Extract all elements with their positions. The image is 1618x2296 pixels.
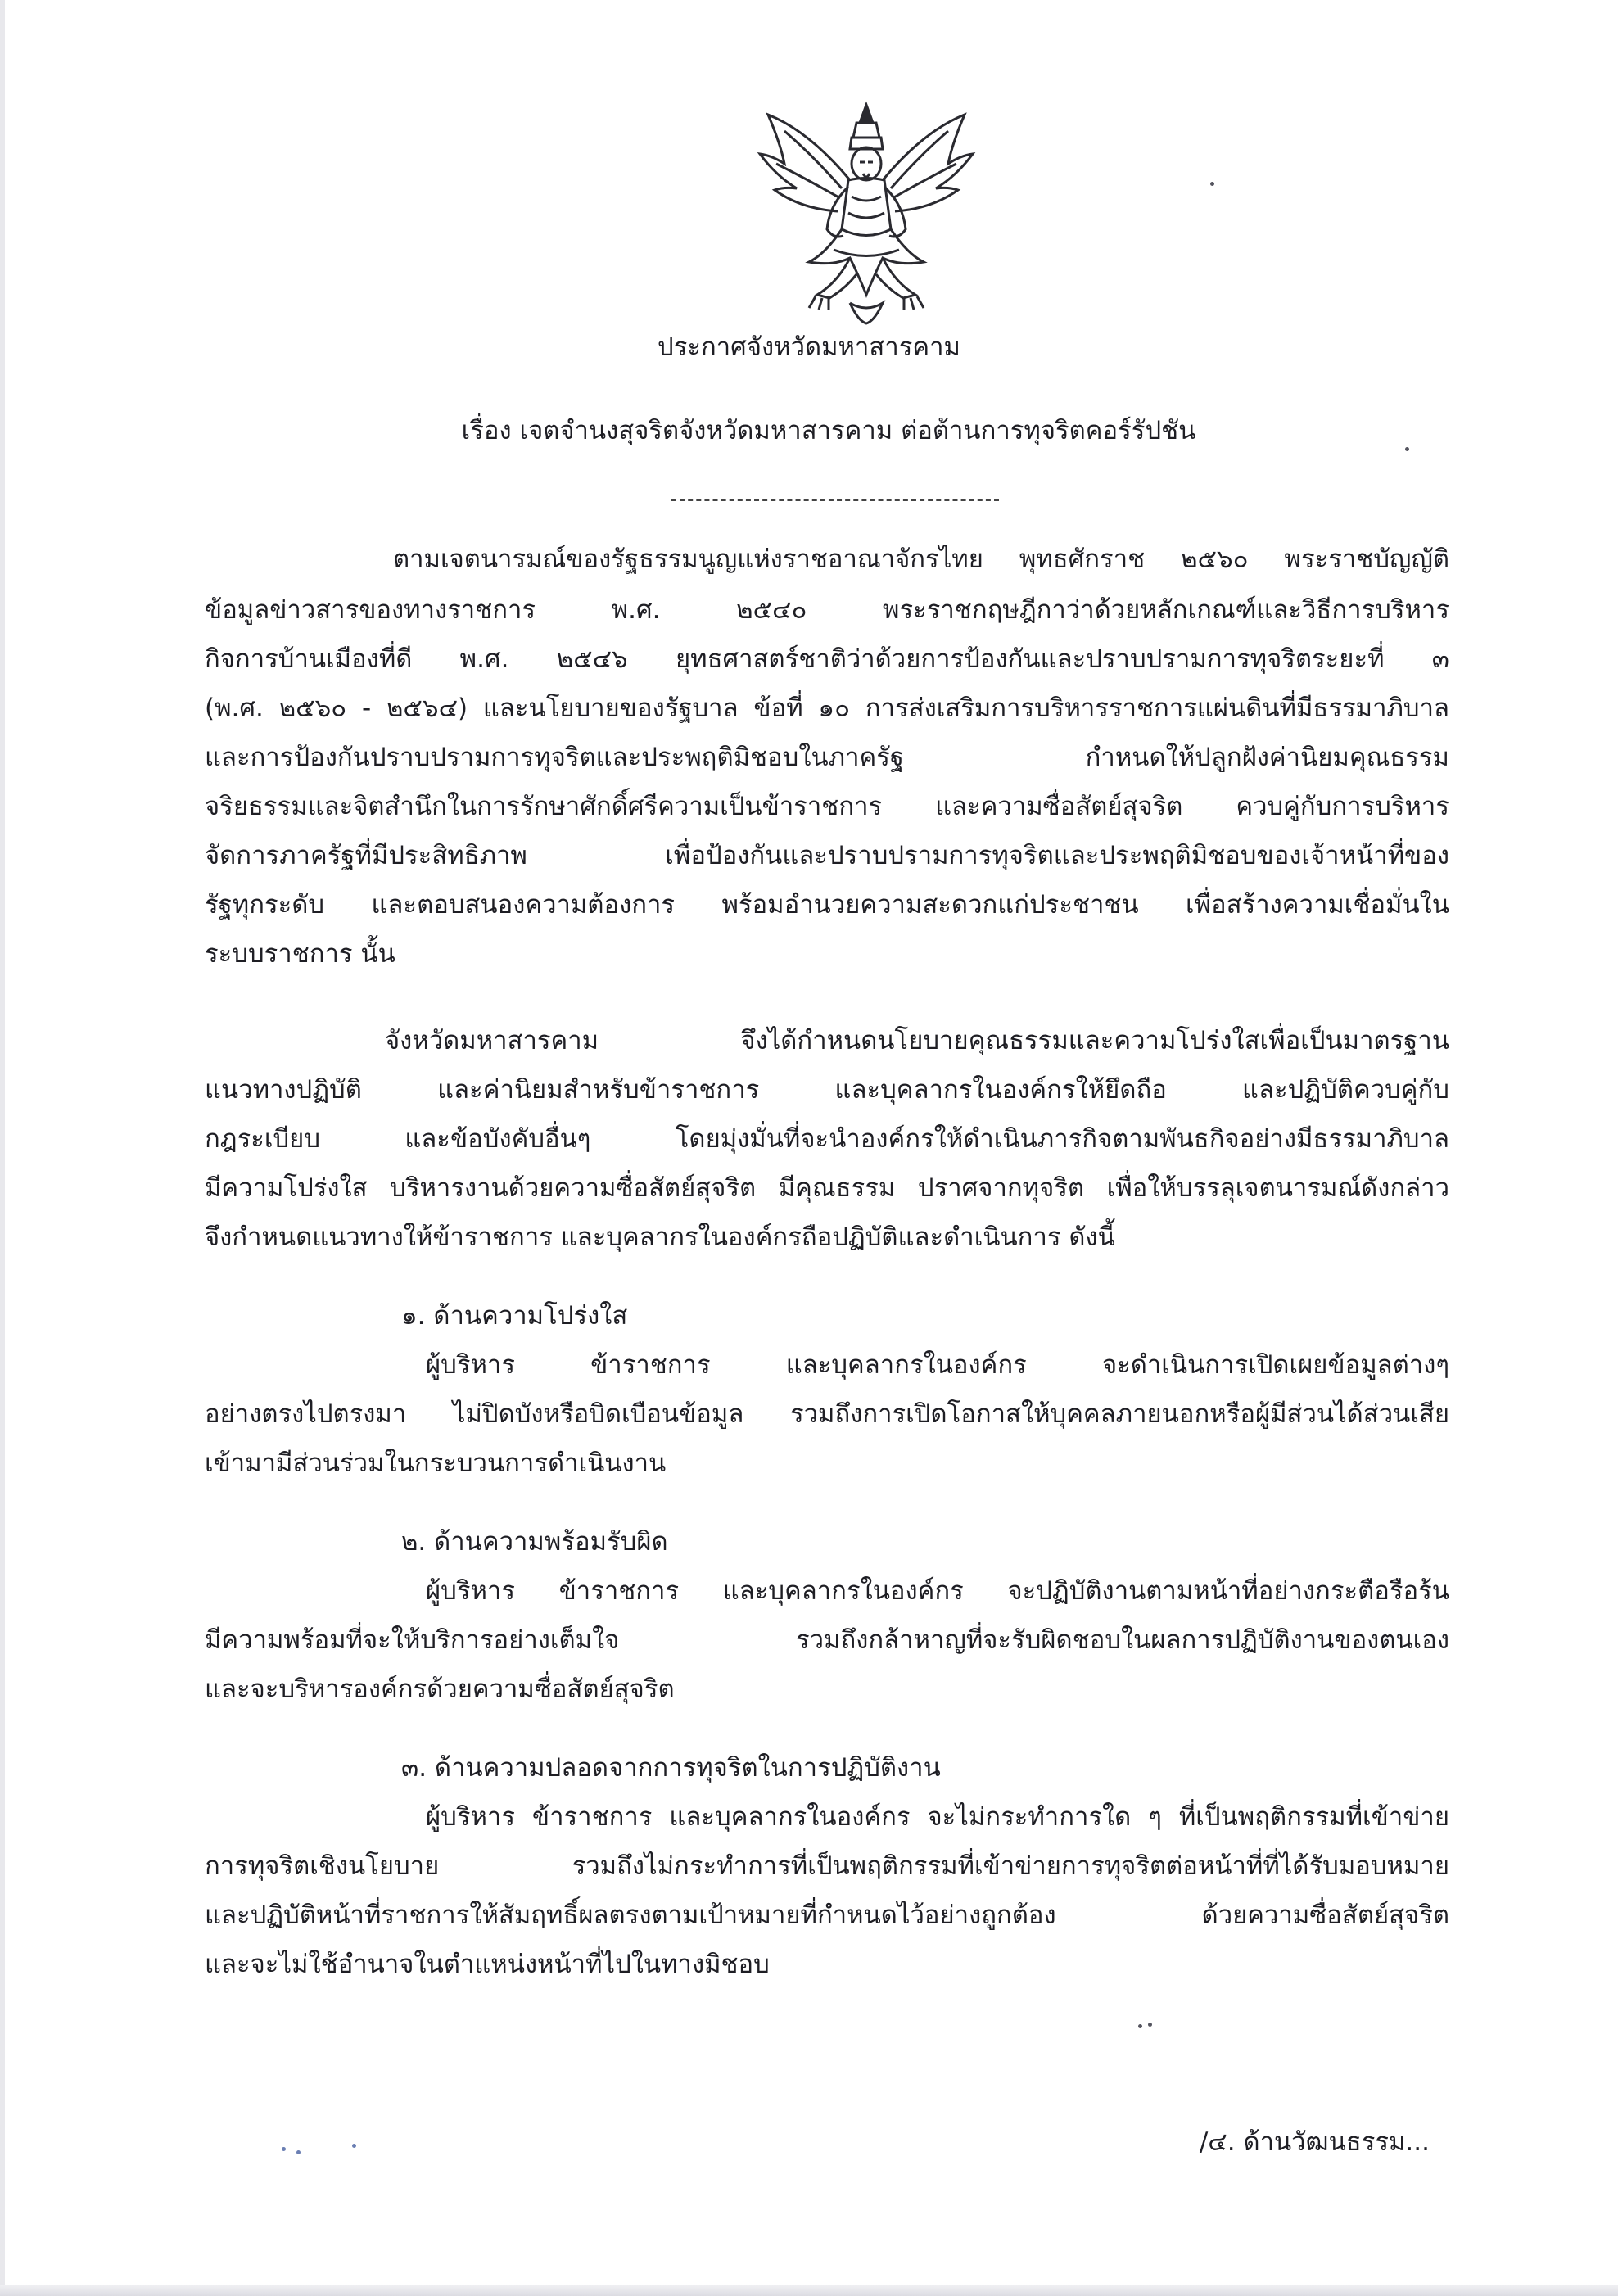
section-3-line-3: และปฏิบัติหน้าที่ราชการให้สัมฤทธิ์ผลตรงตามเป้าหมายที่กำหนดไว้อย่างถูกต้อง ด้วยความซื่อสัตย์สุจริต [205,1901,1449,1930]
p1-line-9: ระบบราชการ นั้น [205,939,395,969]
p2-line-4: มีความโปร่งใส บริหารงานด้วยความซื่อสัตย์สุจริต มีคุณธรรม ปราศจากทุจริต เพื่อให้บรรลุเจตนารมณ์ดังกล่าว [205,1173,1449,1203]
section-3-line-1: ผู้บริหาร ข้าราชการ และบุคลากรในองค์กร จะไม่กระทำการใด ๆ ที่เป็นพฤติกรรมที่เข้าข่าย [426,1802,1449,1832]
continuation-note: /๔. ด้านวัฒนธรรม... [1199,2127,1430,2157]
scan-speck [296,2150,301,2154]
p2-line-5: จึงกำหนดแนวทางให้ข้าราชการ และบุคลากรในองค์กรถือปฏิบัติและดำเนินการ ดังนี้ [205,1223,1115,1252]
scan-speck [352,2144,356,2148]
scan-speck [1405,447,1409,451]
scan-speck [1138,2024,1142,2028]
p1-line-2: ข้อมูลข่าวสารของทางราชการ พ.ศ. ๒๕๔๐ พระราชกฤษฎีกาว่าด้วยหลักเกณฑ์และวิธีการบริหาร [205,595,1449,625]
p1-line-1: ตามเจตนารมณ์ของรัฐธรรมนูญแห่งราชอาณาจักรไทย พุทธศักราช ๒๕๖๐ พระราชบัญญัติ [393,545,1449,574]
scan-speck [1210,182,1214,186]
p2-line-1: จังหวัดมหาสารคาม จึงได้กำหนดนโยบายคุณธรรมและความโปร่งใสเพื่อเป็นมาตรฐาน [385,1026,1449,1055]
section-2-line-2: มีความพร้อมที่จะให้บริการอย่างเต็มใจ รวมถึงกล้าหาญที่จะรับผิดชอบในผลการปฏิบัติงานของตนเอง [205,1625,1449,1655]
p2-line-2: แนวทางปฏิบัติ และค่านิยมสำหรับข้าราชการ และบุคลากรในองค์กรให้ยึดถือ และปฏิบัติควบคู่กับ [205,1075,1449,1105]
section-3-line-4: และจะไม่ใช้อำนาจในตำแหน่งหน้าที่ไปในทางมิชอบ [205,1950,770,1979]
document-subject: เรื่อง เจตจำนงสุจริตจังหวัดมหาสารคาม ต่อต้านการทุจริตคอร์รัปชัน [461,416,1196,445]
p1-line-3: กิจการบ้านเมืองที่ดี พ.ศ. ๒๕๔๖ ยุทธศาสตร์ชาติว่าด้วยการป้องกันและปราบปรามการทุจริตระยะที่ ๓ [205,644,1449,674]
section-3-line-2: การทุจริตเชิงนโยบาย รวมถึงไม่กระทำการที่เป็นพฤติกรรมที่เข้าข่ายการทุจริตต่อหน้าที่ที่ได้รับมอบหมาย [205,1851,1449,1881]
p2-line-3: กฎระเบียบ และข้อบังคับอื่นๆ โดยมุ่งมั่นที่จะนำองค์กรให้ดำเนินภารกิจตามพันธกิจอย่างมีธรรมาภิบาล [205,1124,1449,1154]
scan-speck [1148,2023,1152,2027]
p1-line-5: และการป้องกันปราบปรามการทุจริตและประพฤติมิชอบในภาครัฐ กำหนดให้ปลูกฝังค่านิยมคุณธรรม [205,743,1449,772]
p1-line-6: จริยธรรมและจิตสำนึกในการรักษาศักดิ์ศรีความเป็นข้าราชการ และความซื่อสัตย์สุจริต ควบคู่กับการบริหาร [205,792,1449,821]
title-divider [671,499,999,501]
section-1-heading: ๑. ด้านความโปร่งใส [401,1301,628,1331]
document-title: ประกาศจังหวัดมหาสารคาม [658,332,960,362]
section-1-line-3: เข้ามามีส่วนร่วมในกระบวนการดำเนินงาน [205,1449,667,1478]
section-3-heading: ๓. ด้านความปลอดจากการทุจริตในการปฏิบัติงาน [401,1753,941,1783]
section-2-line-3: และจะบริหารองค์กรด้วยความซื่อสัตย์สุจริต [205,1675,675,1704]
scan-speck [282,2147,286,2151]
garuda-emblem-icon [752,98,981,328]
section-1-line-2: อย่างตรงไปตรงมา ไม่ปิดบังหรือบิดเบือนข้อมูล รวมถึงการเปิดโอกาสให้บุคคลภายนอกหรือผู้มีส่วนได้ส่วนเสีย [205,1399,1449,1429]
section-2-line-1: ผู้บริหาร ข้าราชการ และบุคลากรในองค์กร จะปฏิบัติงานตามหน้าที่อย่างกระตือรือร้น [426,1576,1449,1606]
section-1-line-1: ผู้บริหาร ข้าราชการ และบุคลากรในองค์กร จะดำเนินการเปิดเผยข้อมูลต่างๆ [426,1350,1449,1380]
p1-line-4: (พ.ศ. ๒๕๖๐ - ๒๕๖๔) และนโยบายของรัฐบาล ข้อที่ ๑๐ การส่งเสริมการบริหารราชการแผ่นดินที่มีธรรมาภิบาล [205,694,1449,723]
section-2-heading: ๒. ด้านความพร้อมรับผิด [401,1527,668,1557]
p1-line-8: รัฐทุกระดับ และตอบสนองความต้องการ พร้อมอำนวยความสะดวกแก่ประชาชน เพื่อสร้างความเชื่อมั่นใน [205,890,1449,920]
p1-line-7: จัดการภาครัฐที่มีประสิทธิภาพ เพื่อป้องกันและปราบปรามการทุจริตและประพฤติมิชอบของเจ้าหน้าที่ของ [205,841,1449,870]
